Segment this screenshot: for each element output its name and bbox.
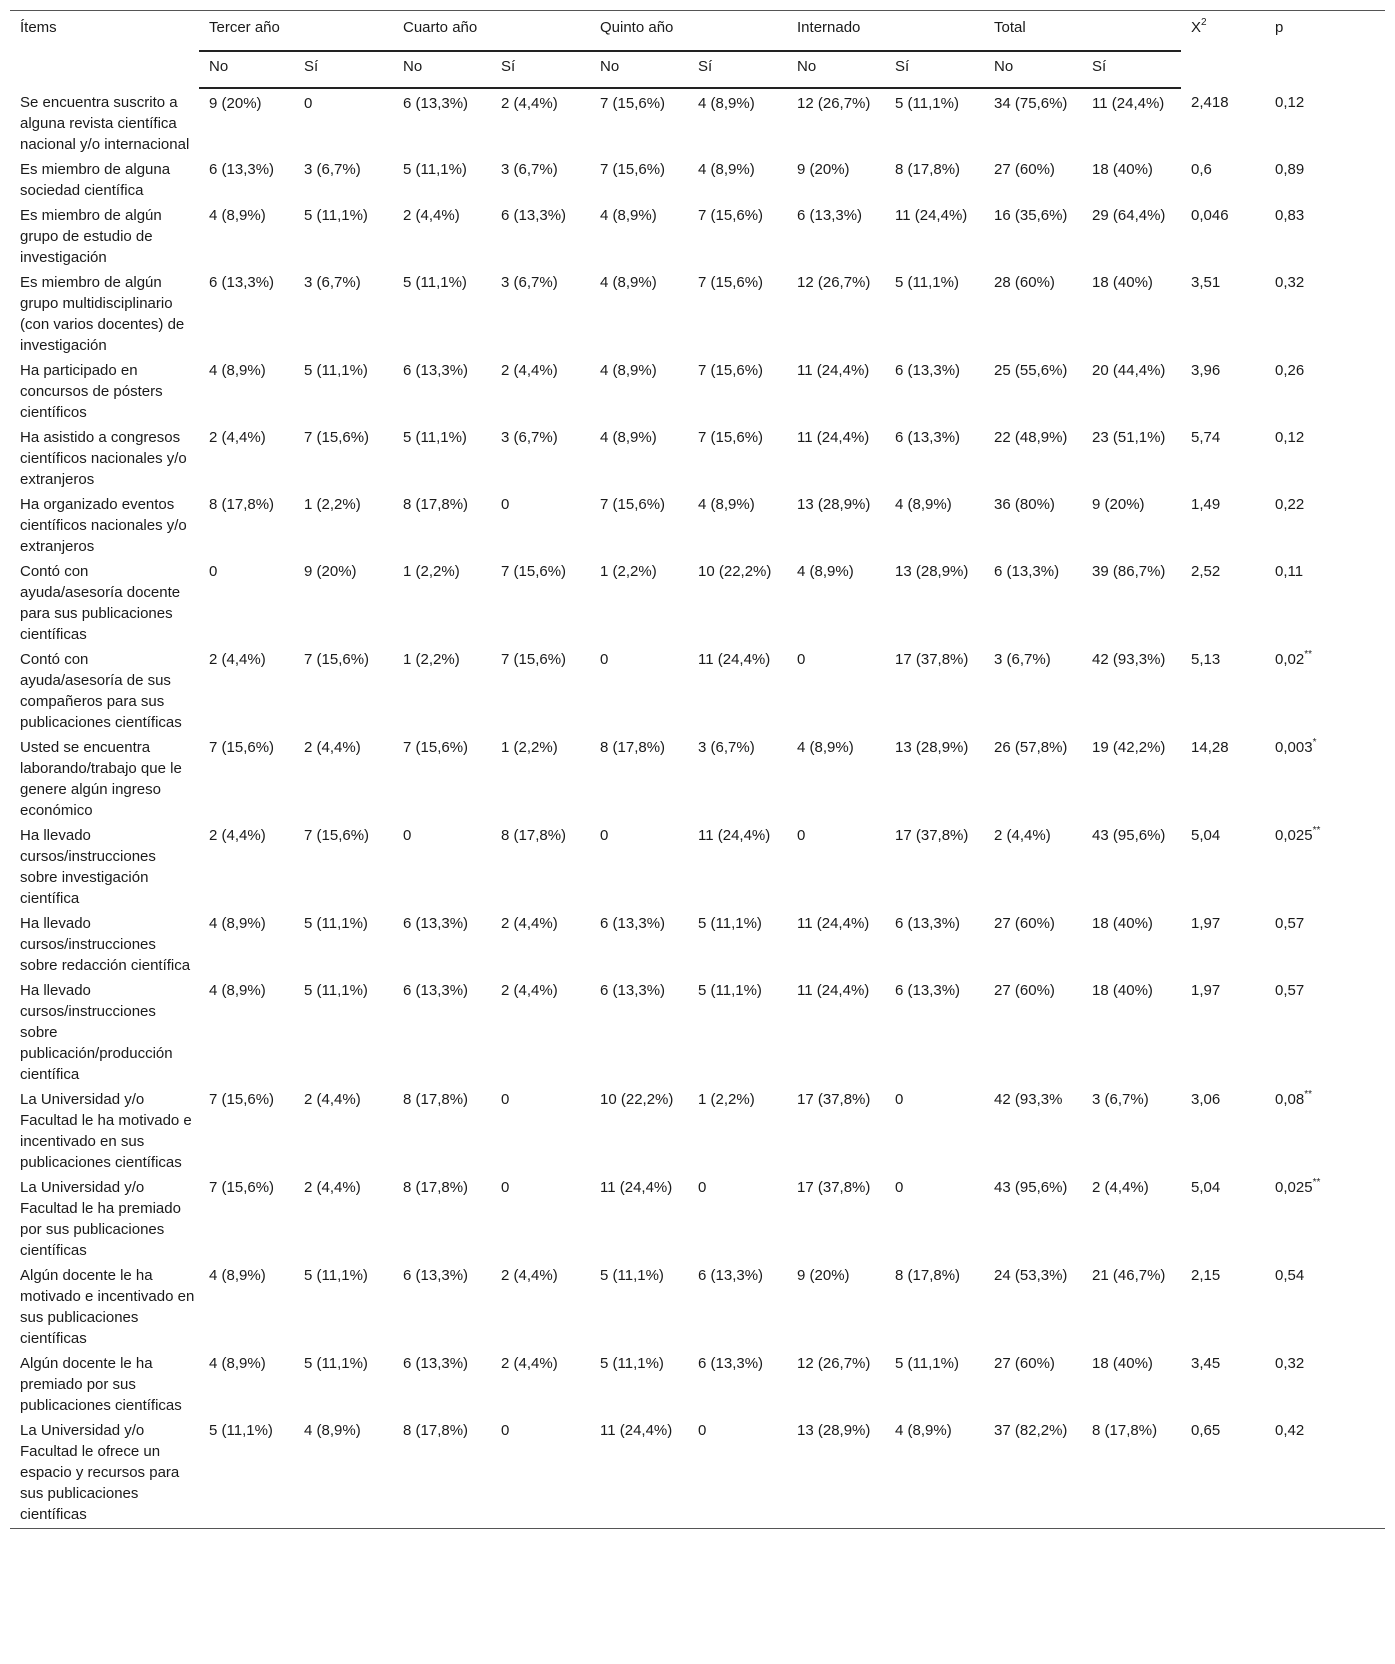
count-cell: 19 (42,2%) [1092, 739, 1166, 756]
count-cell: 2 (4,4%) [501, 982, 558, 999]
count-cell: 6 (13,3%) [895, 429, 961, 446]
count-cell: 1 (2,2%) [304, 496, 361, 513]
chi-square-cell: 5,74 [1191, 429, 1221, 446]
count-cell: 6 (13,3%) [403, 982, 469, 999]
count-cell: 11 (24,4%) [797, 915, 870, 932]
item-cell: Algún docente le ha premiado por sus publicaciones científicas [20, 1355, 182, 1414]
table-row [10, 490, 1385, 557]
count-cell: 2 (4,4%) [1092, 1179, 1149, 1196]
count-cell: 6 (13,3%) [403, 95, 469, 112]
count-cell: 5 (11,1%) [895, 1355, 959, 1372]
count-cell: 6 (13,3%) [895, 915, 961, 932]
item-cell: Contó con ayuda/asesoría docente para sus publicaciones científicas [20, 563, 181, 643]
count-cell: 7 (15,6%) [209, 1179, 275, 1196]
chi-square-cell: 5,13 [1191, 651, 1221, 668]
count-cell: 6 (13,3%) [403, 362, 469, 379]
item-cell: Usted se encuentra laborando/trabajo que le genere algún ingreso económico [20, 739, 182, 819]
count-cell: 8 (17,8%) [600, 739, 666, 756]
count-cell: 9 (20%) [1092, 496, 1145, 513]
count-cell: 8 (17,8%) [209, 496, 275, 513]
p-value: 0,22 [1275, 496, 1305, 513]
count-cell: 0 [797, 827, 806, 844]
count-cell: 0 [501, 1179, 510, 1196]
count-cell: 25 (55,6%) [994, 362, 1068, 379]
count-cell: 6 (13,3%) [698, 1355, 764, 1372]
count-cell: 17 (37,8%) [797, 1179, 871, 1196]
count-cell: 11 (24,4%) [1092, 95, 1165, 112]
count-cell: 3 (6,7%) [501, 429, 558, 446]
p-value: 0,42 [1275, 1422, 1305, 1439]
group-header-quinto: Quinto año [590, 11, 787, 52]
p-value-cell [1265, 423, 1385, 490]
table-row [10, 1085, 1385, 1173]
item-cell: Se encuentra suscrito a alguna revista científica nacional y/o internacional [20, 94, 190, 153]
p-value: 0,003 [1275, 739, 1313, 756]
count-cell: 2 (4,4%) [501, 1355, 558, 1372]
count-cell: 2 (4,4%) [209, 429, 266, 446]
count-cell: 6 (13,3%) [600, 915, 666, 932]
p-value-cell [1265, 909, 1385, 976]
table-row [10, 821, 1385, 909]
count-cell: 0 [600, 827, 609, 844]
chi-square-cell: 0,65 [1181, 1416, 1265, 1529]
count-cell: 8 (17,8%) [403, 1179, 469, 1196]
count-cell: 6 (13,3%) [209, 161, 275, 178]
count-cell: 3 (6,7%) [698, 739, 755, 756]
count-cell: 5 (11,1%) [403, 274, 467, 291]
table-row [10, 976, 1385, 1085]
p-value-cell [1265, 821, 1385, 909]
count-cell: 4 (8,9%) [797, 563, 854, 580]
group-header-tercer: Tercer año [199, 11, 393, 52]
count-cell: 36 (80%) [994, 496, 1055, 513]
group-header-total: Total [984, 11, 1181, 52]
table-row [10, 645, 1385, 733]
count-cell: 2 (4,4%) [304, 739, 361, 756]
count-cell: 2 (4,4%) [501, 362, 558, 379]
table-row [10, 909, 1385, 976]
count-cell: 10 (22,2%) [698, 563, 772, 580]
count-cell: 4 (8,9%) [895, 496, 952, 513]
count-cell: 1 (2,2%) [403, 563, 460, 580]
table-body [10, 88, 1385, 1529]
count-cell: 6 (13,3%) [403, 915, 469, 932]
count-cell: 7 (15,6%) [209, 739, 275, 756]
p-value-cell [1265, 356, 1385, 423]
table-header [10, 11, 1385, 89]
count-cell: 7 (15,6%) [501, 651, 567, 668]
item-cell: Ha llevado cursos/instrucciones sobre redacción científica [20, 915, 191, 974]
count-cell: 6 (13,3%) [600, 982, 666, 999]
count-cell: 4 (8,9%) [698, 95, 755, 112]
p-value: 0,57 [1275, 982, 1305, 999]
count-cell: 39 (86,7%) [1092, 563, 1166, 580]
p-value-cell [1265, 88, 1385, 155]
count-cell: 3 (6,7%) [501, 274, 558, 291]
chi-square-cell: 1,49 [1191, 496, 1221, 513]
p-value: 0,025 [1275, 1179, 1313, 1196]
count-cell: 16 (35,6%) [994, 207, 1068, 224]
table-row [10, 1261, 1385, 1349]
results-table [10, 10, 1385, 1529]
significance-marker: * [1312, 737, 1317, 748]
count-cell: 0 [403, 827, 412, 844]
chi-square-cell: 2,418 [1191, 94, 1229, 111]
count-cell: 6 (13,3%) [698, 1267, 764, 1284]
count-cell: 12 (26,7%) [797, 95, 871, 112]
count-cell: 2 (4,4%) [501, 95, 558, 112]
p-value-cell [1265, 1416, 1385, 1529]
count-cell: 4 (8,9%) [600, 362, 657, 379]
count-cell: 1 (2,2%) [501, 739, 558, 756]
count-cell: 4 (8,9%) [698, 496, 755, 513]
count-cell: 13 (28,9%) [787, 1416, 885, 1529]
count-cell: 11 (24,4%) [590, 1416, 688, 1529]
chi-square-cell: 5,04 [1191, 827, 1221, 844]
count-cell: 8 (17,8%) [895, 161, 961, 178]
count-cell: 18 (40%) [1092, 1355, 1153, 1372]
p-value-cell [1265, 201, 1385, 268]
count-cell: 8 (17,8%) [393, 1416, 491, 1529]
count-cell: 6 (13,3%) [501, 207, 567, 224]
table-row [10, 1349, 1385, 1416]
count-cell: 4 (8,9%) [600, 429, 657, 446]
count-cell: 18 (40%) [1092, 274, 1153, 291]
p-value: 0,32 [1275, 1355, 1305, 1372]
p-value: 0,08 [1275, 1091, 1305, 1108]
count-cell: 8 (17,8%) [501, 827, 567, 844]
count-cell: 8 (17,8%) [895, 1267, 961, 1284]
count-cell: 5 (11,1%) [304, 982, 368, 999]
count-cell: 17 (37,8%) [895, 651, 969, 668]
count-cell: 2 (4,4%) [209, 827, 266, 844]
p-value: 0,26 [1275, 362, 1305, 379]
count-cell: 6 (13,3%) [403, 1267, 469, 1284]
p-value-cell [1265, 155, 1385, 201]
count-cell: 11 (24,4%) [797, 982, 870, 999]
count-cell: 8 (17,8%) [1082, 1416, 1181, 1529]
p-value: 0,12 [1275, 429, 1305, 446]
count-cell: 4 (8,9%) [600, 207, 657, 224]
count-cell: 9 (20%) [797, 1267, 850, 1284]
count-cell: 7 (15,6%) [698, 429, 764, 446]
table-row [10, 155, 1385, 201]
count-cell: 7 (15,6%) [698, 274, 764, 291]
count-cell: 5 (11,1%) [600, 1267, 664, 1284]
count-cell: 6 (13,3%) [403, 1355, 469, 1372]
count-cell: 4 (8,9%) [209, 1267, 266, 1284]
count-cell: 7 (15,6%) [304, 651, 370, 668]
count-cell: 11 (24,4%) [895, 207, 968, 224]
p-value: 0,57 [1275, 915, 1305, 932]
p-value: 0,025 [1275, 827, 1313, 844]
count-cell: 43 (95,6%) [994, 1179, 1068, 1196]
count-cell: 43 (95,6%) [1092, 827, 1166, 844]
count-cell: 5 (11,1%) [304, 362, 368, 379]
table-row [10, 1416, 1385, 1529]
items-header: Ítems [10, 11, 199, 89]
count-cell: 8 (17,8%) [403, 496, 469, 513]
si-header: Sí [688, 51, 787, 88]
count-cell: 12 (26,7%) [797, 1355, 871, 1372]
count-cell: 5 (11,1%) [304, 1355, 368, 1372]
chi-square-cell: 3,45 [1191, 1355, 1221, 1372]
p-value-cell [1265, 1261, 1385, 1349]
count-cell: 42 (93,3% [994, 1091, 1063, 1108]
table-row [10, 733, 1385, 821]
count-cell: 11 (24,4%) [797, 362, 870, 379]
p-value-cell [1265, 1173, 1385, 1261]
count-cell: 0 [600, 651, 609, 668]
count-cell: 13 (28,9%) [895, 563, 969, 580]
count-cell: 4 (8,9%) [209, 207, 266, 224]
count-cell: 5 (11,1%) [895, 95, 959, 112]
p-value-cell [1265, 733, 1385, 821]
chi-square-cell: 2,15 [1191, 1267, 1221, 1284]
significance-marker: ** [1304, 1089, 1313, 1100]
count-cell: 7 (15,6%) [304, 827, 370, 844]
count-cell: 7 (15,6%) [403, 739, 469, 756]
p-value: 0,89 [1275, 161, 1305, 178]
item-cell: Es miembro de algún grupo multidisciplinario (con varios docentes) de investigación [20, 274, 185, 354]
count-cell: 3 (6,7%) [501, 161, 558, 178]
chi-square-cell: 2,52 [1191, 563, 1221, 580]
count-cell: 5 (11,1%) [304, 915, 368, 932]
p-value-cell [1265, 1349, 1385, 1416]
count-cell: 5 (11,1%) [895, 274, 959, 291]
count-cell: 7 (15,6%) [304, 429, 370, 446]
count-cell: 27 (60%) [994, 982, 1055, 999]
count-cell: 4 (8,9%) [209, 982, 266, 999]
count-cell: 7 (15,6%) [501, 563, 567, 580]
count-cell: 2 (4,4%) [304, 1179, 361, 1196]
count-cell: 5 (11,1%) [199, 1416, 294, 1529]
chi-square-cell: 0,6 [1191, 161, 1212, 178]
count-cell: 12 (26,7%) [797, 274, 871, 291]
item-cell: Es miembro de algún grupo de estudio de investigación [20, 207, 162, 266]
count-cell: 2 (4,4%) [403, 207, 460, 224]
chi-square-label: X [1191, 19, 1202, 36]
count-cell: 1 (2,2%) [403, 651, 460, 668]
count-cell: 22 (48,9%) [994, 429, 1068, 446]
si-header: Sí [294, 51, 393, 88]
count-cell: 27 (60%) [994, 1355, 1055, 1372]
table-row [10, 201, 1385, 268]
p-value: 0,02 [1275, 651, 1305, 668]
count-cell: 17 (37,8%) [895, 827, 969, 844]
item-cell: Ha organizado eventos científicos nacionales y/o extranjeros [20, 496, 187, 555]
count-cell: 2 (4,4%) [304, 1091, 361, 1108]
count-cell: 9 (20%) [209, 95, 262, 112]
count-cell: 1 (2,2%) [698, 1091, 755, 1108]
chi-square-cell: 3,96 [1191, 362, 1221, 379]
count-cell: 4 (8,9%) [797, 739, 854, 756]
table-row [10, 423, 1385, 490]
chi-square-cell: 0,046 [1191, 207, 1229, 224]
count-cell: 6 (13,3%) [797, 207, 863, 224]
item-cell: La Universidad y/o Facultad le ofrece un espacio y recursos para sus publicaciones científicas [10, 1416, 199, 1529]
p-value: 0,83 [1275, 207, 1305, 224]
p-value-cell [1265, 268, 1385, 356]
count-cell: 0 [501, 1091, 510, 1108]
count-cell: 13 (28,9%) [797, 496, 871, 513]
count-cell: 5 (11,1%) [403, 429, 467, 446]
count-cell: 18 (40%) [1092, 982, 1153, 999]
count-cell: 17 (37,8%) [797, 1091, 871, 1108]
count-cell: 4 (8,9%) [209, 362, 266, 379]
count-cell: 3 (6,7%) [304, 161, 361, 178]
si-header: Sí [1082, 51, 1181, 88]
count-cell: 7 (15,6%) [600, 496, 666, 513]
table-row [10, 1173, 1385, 1261]
count-cell: 3 (6,7%) [1092, 1091, 1149, 1108]
count-cell: 0 [698, 1179, 707, 1196]
count-cell: 11 (24,4%) [797, 429, 870, 446]
no-header: No [787, 51, 885, 88]
item-cell: Ha llevado cursos/instrucciones sobre investigación científica [20, 827, 156, 907]
table-row [10, 557, 1385, 645]
count-cell: 7 (15,6%) [209, 1091, 275, 1108]
chi-square-cell: 5,04 [1191, 1179, 1221, 1196]
count-cell: 2 (4,4%) [209, 651, 266, 668]
count-cell: 2 (4,4%) [501, 1267, 558, 1284]
count-cell: 20 (44,4%) [1092, 362, 1166, 379]
count-cell: 0 [304, 95, 313, 112]
chi-square-cell: 1,97 [1191, 982, 1221, 999]
count-cell: 24 (53,3%) [994, 1267, 1068, 1284]
count-cell: 11 (24,4%) [600, 1179, 673, 1196]
count-cell: 5 (11,1%) [304, 1267, 368, 1284]
count-cell: 0 [895, 1179, 904, 1196]
count-cell: 4 (8,9%) [209, 1355, 266, 1372]
count-cell: 8 (17,8%) [403, 1091, 469, 1108]
count-cell: 0 [501, 496, 510, 513]
count-cell: 7 (15,6%) [698, 207, 764, 224]
count-cell: 18 (40%) [1092, 161, 1153, 178]
count-cell: 7 (15,6%) [600, 95, 666, 112]
count-cell: 6 (13,3%) [994, 563, 1060, 580]
no-header: No [590, 51, 688, 88]
chi-square-superscript: 2 [1201, 17, 1207, 28]
item-cell: Ha participado en concursos de pósters científicos [20, 362, 163, 421]
table-row [10, 88, 1385, 155]
count-cell: 6 (13,3%) [209, 274, 275, 291]
count-cell: 0 [688, 1416, 787, 1529]
count-cell: 5 (11,1%) [698, 915, 762, 932]
count-cell: 18 (40%) [1092, 915, 1153, 932]
significance-marker: ** [1312, 1177, 1321, 1188]
count-cell: 3 (6,7%) [994, 651, 1051, 668]
count-cell: 42 (93,3%) [1092, 651, 1166, 668]
count-cell: 29 (64,4%) [1092, 207, 1166, 224]
p-value-cell [1265, 557, 1385, 645]
chi-square-cell: 3,06 [1191, 1091, 1221, 1108]
count-cell: 10 (22,2%) [600, 1091, 674, 1108]
p-value: 0,54 [1275, 1267, 1305, 1284]
count-cell: 11 (24,4%) [698, 827, 771, 844]
count-cell: 7 (15,6%) [600, 161, 666, 178]
count-cell: 27 (60%) [994, 915, 1055, 932]
p-value: 0,12 [1275, 94, 1305, 111]
count-cell: 0 [895, 1091, 904, 1108]
p-value-cell [1265, 490, 1385, 557]
si-header: Sí [491, 51, 590, 88]
no-header: No [393, 51, 491, 88]
count-cell: 4 (8,9%) [885, 1416, 984, 1529]
count-cell: 6 (13,3%) [895, 982, 961, 999]
chi-square-header [1181, 11, 1265, 89]
table-row [10, 356, 1385, 423]
count-cell: 4 (8,9%) [209, 915, 266, 932]
count-cell: 4 (8,9%) [600, 274, 657, 291]
count-cell: 37 (82,2%) [984, 1416, 1082, 1529]
count-cell: 0 [797, 651, 806, 668]
count-cell: 5 (11,1%) [600, 1355, 664, 1372]
p-value-cell [1265, 976, 1385, 1085]
chi-square-cell: 3,51 [1191, 274, 1221, 291]
table-wrapper [10, 10, 1385, 1529]
item-cell: Contó con ayuda/asesoría de sus compañeros para sus publicaciones científicas [20, 651, 182, 731]
p-value-cell [1265, 645, 1385, 733]
count-cell: 13 (28,9%) [895, 739, 969, 756]
count-cell: 1 (2,2%) [600, 563, 657, 580]
no-header: No [199, 51, 294, 88]
count-cell: 5 (11,1%) [403, 161, 467, 178]
chi-square-cell: 1,97 [1191, 915, 1221, 932]
item-cell: Ha asistido a congresos científicos nacionales y/o extranjeros [20, 429, 187, 488]
item-cell: Ha llevado cursos/instrucciones sobre publicación/producción científica [20, 982, 173, 1083]
item-cell: La Universidad y/o Facultad le ha premiado por sus publicaciones científicas [20, 1179, 181, 1259]
significance-marker: ** [1312, 825, 1321, 836]
count-cell: 11 (24,4%) [698, 651, 771, 668]
count-cell: 7 (15,6%) [698, 362, 764, 379]
p-value: 0,32 [1275, 274, 1305, 291]
count-cell: 2 (4,4%) [501, 915, 558, 932]
item-cell: Es miembro de alguna sociedad científica [20, 161, 171, 199]
count-cell: 28 (60%) [994, 274, 1055, 291]
count-cell: 5 (11,1%) [698, 982, 762, 999]
count-cell: 21 (46,7%) [1092, 1267, 1166, 1284]
significance-marker: ** [1304, 649, 1313, 660]
item-cell: Algún docente le ha motivado e incentivado en sus publicaciones científicas [20, 1267, 195, 1347]
count-cell: 4 (8,9%) [294, 1416, 393, 1529]
group-header-cuarto: Cuarto año [393, 11, 590, 52]
count-cell: 34 (75,6%) [994, 95, 1068, 112]
count-cell: 2 (4,4%) [994, 827, 1051, 844]
group-header-internado: Internado [787, 11, 984, 52]
count-cell: 26 (57,8%) [994, 739, 1068, 756]
count-cell: 4 (8,9%) [698, 161, 755, 178]
count-cell: 23 (51,1%) [1092, 429, 1166, 446]
table-row [10, 268, 1385, 356]
count-cell: 27 (60%) [994, 161, 1055, 178]
chi-square-cell: 14,28 [1191, 739, 1229, 756]
item-cell: La Universidad y/o Facultad le ha motivado e incentivado en sus publicaciones científicas [20, 1091, 192, 1171]
p-value: 0,11 [1275, 563, 1304, 580]
count-cell: 0 [491, 1416, 590, 1529]
si-header: Sí [885, 51, 984, 88]
count-cell: 3 (6,7%) [304, 274, 361, 291]
p-value-cell [1265, 1085, 1385, 1173]
count-cell: 9 (20%) [797, 161, 850, 178]
count-cell: 6 (13,3%) [895, 362, 961, 379]
count-cell: 5 (11,1%) [304, 207, 368, 224]
no-header: No [984, 51, 1082, 88]
count-cell: 9 (20%) [304, 563, 357, 580]
p-header: p [1265, 11, 1385, 89]
count-cell: 0 [209, 563, 218, 580]
